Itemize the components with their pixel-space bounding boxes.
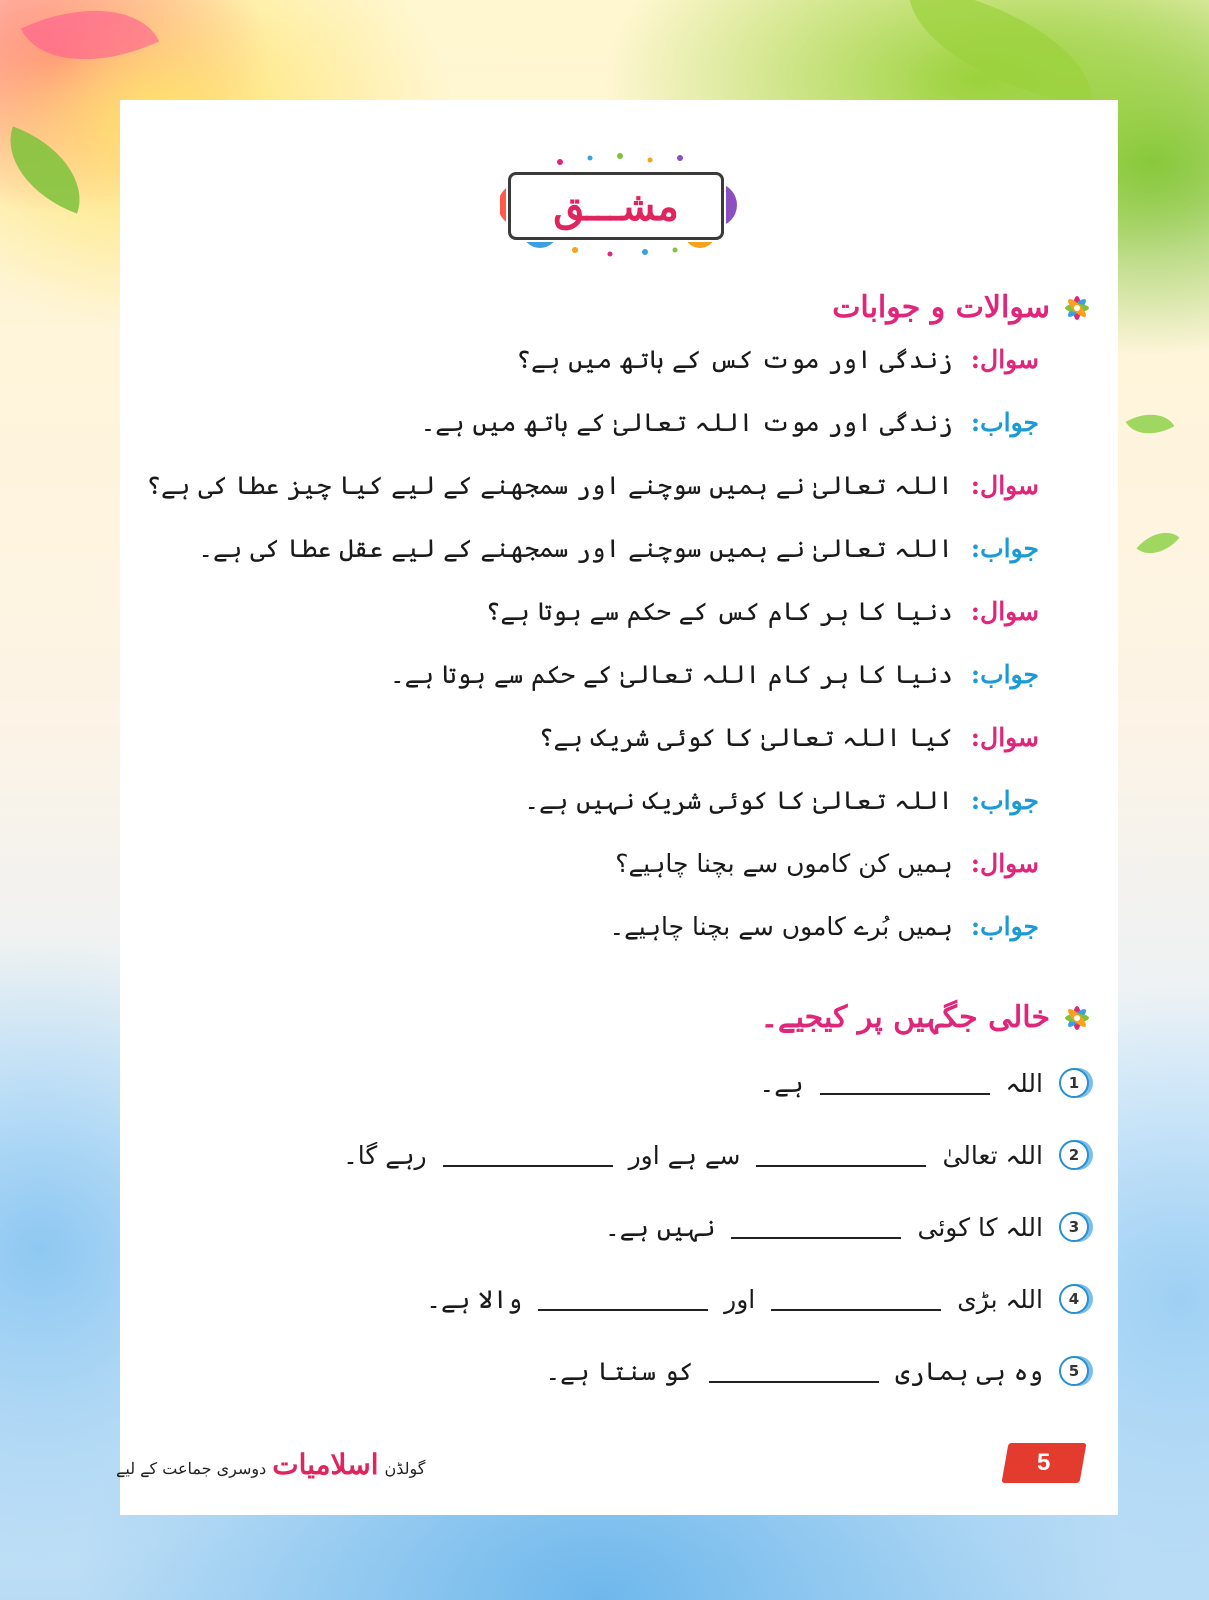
item-number-badge: 2 [1059, 1140, 1089, 1170]
answer-line [198, 534, 1039, 563]
fill-item [546, 1356, 1089, 1386]
question-label: سوال: [970, 471, 1039, 500]
fill-text: وہ ہی ہماری [895, 1356, 1043, 1386]
question-label: سوال: [970, 849, 1039, 878]
page-number: 5 [1037, 1449, 1051, 1476]
fill-text: اور [724, 1284, 756, 1314]
question-text: اللہ تعالیٰ نے ہمیں سوچنے اور سمجھنے کے لیے کیا چیز عطا کی ہے؟ [146, 471, 953, 500]
question-label: سوال: [970, 723, 1039, 752]
question-text: زندگی اور موت کس کے ہاتھ میں ہے؟ [516, 345, 953, 374]
flower-icon [1060, 1001, 1094, 1035]
answer-label: جواب: [970, 660, 1039, 689]
question-label: سوال: [970, 345, 1039, 374]
blank-line[interactable] [820, 1071, 990, 1095]
fill-text: رہے گا۔ [343, 1140, 427, 1170]
answer-label: جواب: [970, 912, 1039, 941]
blank-line[interactable] [756, 1143, 926, 1167]
answer-line [524, 786, 1039, 815]
item-number-badge: 3 [1059, 1212, 1089, 1242]
question-line [516, 345, 1039, 374]
question-line [146, 471, 1039, 500]
decorative-leaf [1126, 402, 1175, 446]
fill-text: سے ہے اور [628, 1140, 741, 1170]
fill-text: اللہ بڑی [957, 1284, 1043, 1314]
fill-item [343, 1140, 1089, 1170]
answer-text: دنیا کا ہر کام اللہ تعالیٰ کے حکم سے ہوتا ہے۔ [390, 660, 953, 689]
decorative-leaf [0, 126, 98, 213]
question-line [539, 723, 1039, 752]
title-badge [500, 150, 740, 260]
footer-brand: اسلامیات [272, 1448, 379, 1481]
decorative-leaf [894, 0, 1107, 107]
fill-section-heading [760, 1000, 1094, 1035]
blank-line[interactable] [709, 1359, 879, 1383]
blank-line[interactable] [443, 1143, 613, 1167]
answer-label: جواب: [970, 534, 1039, 563]
question-line [486, 597, 1039, 626]
item-number-badge: 4 [1059, 1284, 1089, 1314]
answer-line [609, 912, 1039, 941]
answer-text: اللہ تعالیٰ کا کوئی شریک نہیں ہے۔ [524, 786, 953, 815]
fill-text: اللہ کا کوئی [917, 1212, 1043, 1242]
fill-text: نہیں ہے۔ [604, 1212, 716, 1242]
qa-section-heading [832, 290, 1094, 325]
fill-text: والا ہے۔ [426, 1284, 523, 1314]
question-text: کیا اللہ تعالیٰ کا کوئی شریک ہے؟ [538, 723, 953, 752]
fill-text: اللہ [1005, 1068, 1043, 1098]
question-label: سوال: [970, 597, 1039, 626]
item-number-badge: 1 [1059, 1068, 1089, 1098]
decorative-leaf [21, 0, 159, 92]
answer-label: جواب: [970, 786, 1039, 815]
flower-icon [1060, 291, 1094, 325]
answer-text: ہمیں بُرے کاموں سے بچنا چاہیے۔ [609, 912, 953, 941]
page-number-badge [1001, 1443, 1086, 1483]
footer-prefix: گولڈن [384, 1459, 426, 1478]
fill-text: اللہ تعالیٰ [942, 1140, 1043, 1170]
answer-line [390, 660, 1039, 689]
fill-section-title: خالی جگہیں پر کیجیے۔ [760, 1000, 1050, 1035]
fill-text: ہے۔ [759, 1068, 804, 1098]
fill-text: کو سنتا ہے۔ [545, 1356, 694, 1386]
answer-label: جواب: [970, 408, 1039, 437]
blank-line[interactable] [771, 1287, 941, 1311]
question-line [615, 849, 1039, 878]
item-number-badge: 5 [1059, 1356, 1089, 1386]
fill-item [605, 1212, 1089, 1242]
book-title-footer [116, 1448, 425, 1481]
answer-line [421, 408, 1039, 437]
page-title: مشـــق [508, 172, 724, 240]
blank-line[interactable] [538, 1287, 708, 1311]
question-text: دنیا کا ہر کام کس کے حکم سے ہوتا ہے؟ [485, 597, 953, 626]
fill-item [760, 1068, 1089, 1098]
blank-line[interactable] [731, 1215, 901, 1239]
answer-text: زندگی اور موت اللہ تعالیٰ کے ہاتھ میں ہے۔ [420, 408, 953, 437]
footer-suffix: دوسری جماعت کے لیے [116, 1459, 267, 1478]
decorative-leaf [1136, 521, 1179, 565]
answer-text: اللہ تعالیٰ نے ہمیں سوچنے اور سمجھنے کے لیے عقل عطا کی ہے۔ [198, 534, 953, 563]
qa-section-title: سوالات و جوابات [832, 290, 1050, 325]
question-text: ہمیں کن کاموں سے بچنا چاہیے؟ [615, 849, 953, 878]
fill-item [426, 1284, 1089, 1314]
